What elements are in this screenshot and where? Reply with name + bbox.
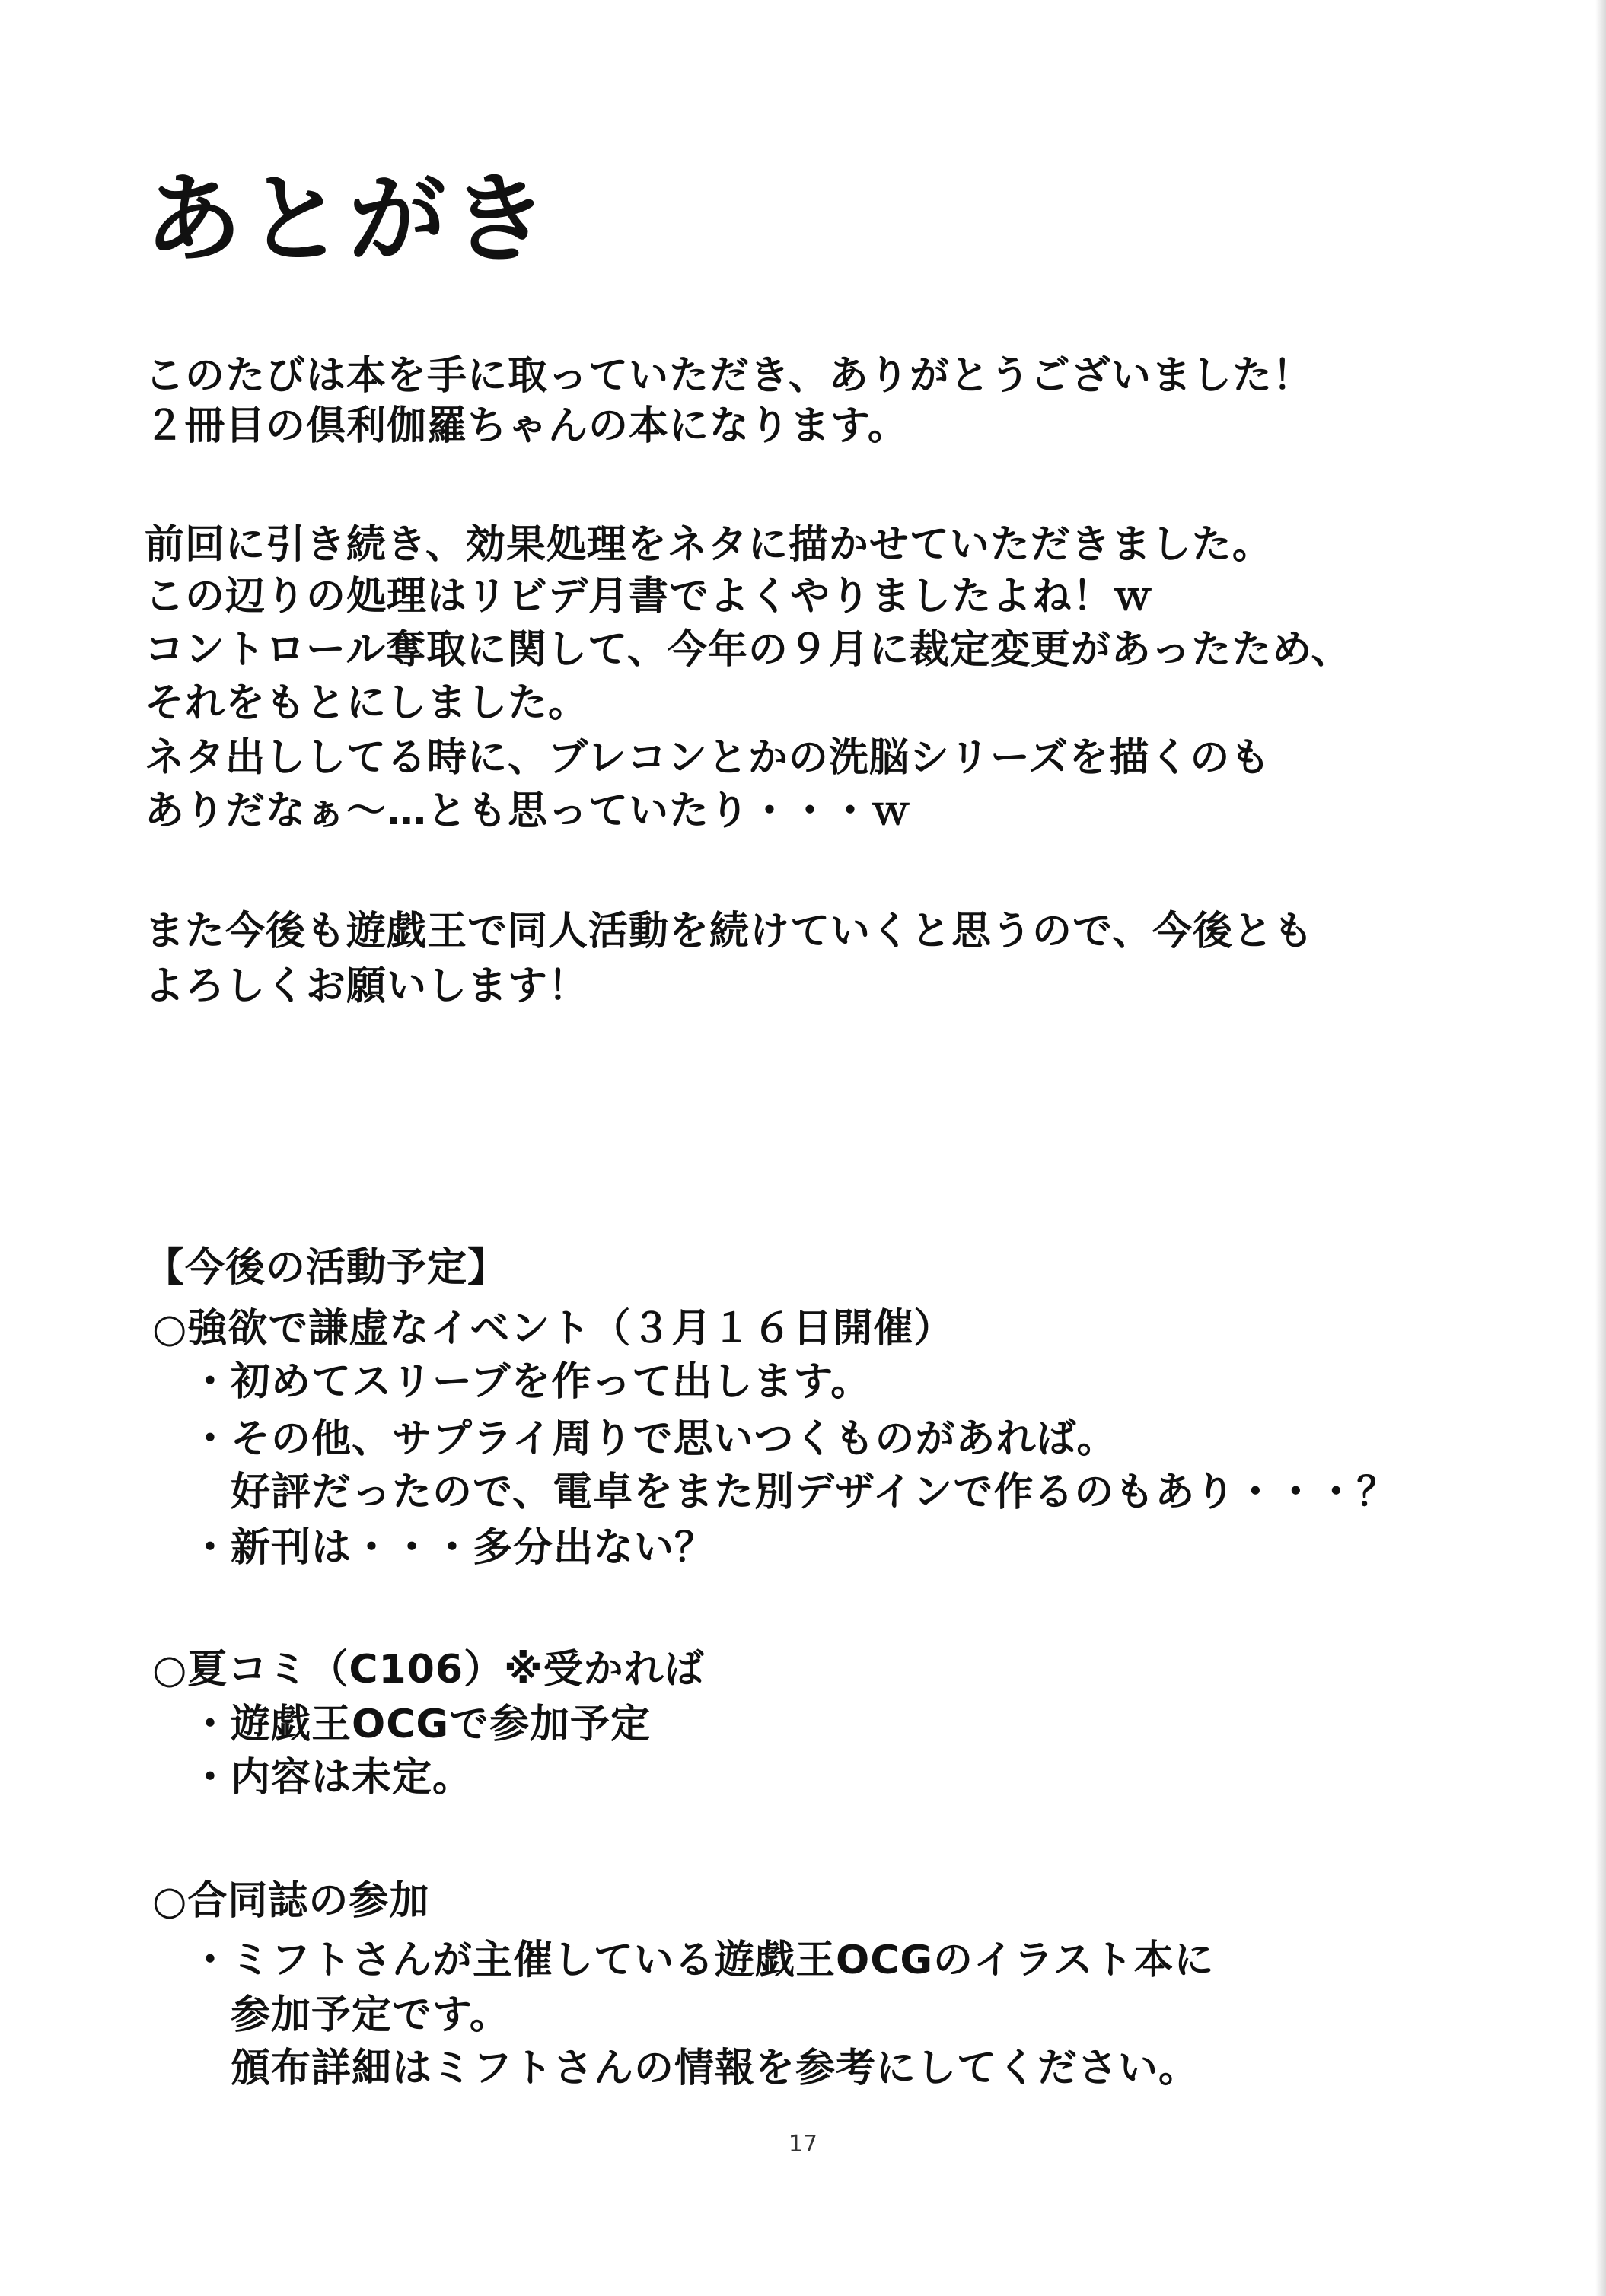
event-item: ・ミフトさんが主催している遊戯王OCGのイラスト本に: [190, 1938, 1215, 1983]
event-item: ・新刊は・・・多分出ない？: [190, 1525, 715, 1571]
event-title: ○強欲で謙虚なイベント（３月１６日開催）: [152, 1306, 954, 1352]
text-line: よろしくお願いします！: [145, 963, 589, 1009]
page-number: 17: [788, 2131, 818, 2157]
event-item: ・その他、サプライ周りで思いつくものがあれば。: [190, 1416, 1117, 1462]
page-edge-shadow: [1595, 0, 1606, 2296]
schedule-heading: 【今後の活動予定】: [145, 1245, 508, 1291]
text-line: ２冊目の倶利伽羅ちゃんの本になります。: [145, 403, 908, 449]
event-item: 頒布詳細はミフトさんの情報を参考にしてください。: [190, 2046, 1200, 2091]
text-line: この辺りの処理はリビデ月書でよくやりましたよね！ｗ: [145, 574, 1154, 619]
event-title: ○合同誌の参加: [152, 1878, 430, 1924]
text-line: また今後も遊戯王で同人活動を続けていくと思うので、今後とも: [145, 909, 1314, 954]
afterword-body: [145, 0, 1553, 2296]
event-item: ・内容は未定。: [190, 1755, 473, 1801]
text-line: 前回に引き続き、効果処理をネタに描かせていただきました。: [145, 522, 1273, 568]
text-line: それをもとにしました。: [145, 680, 589, 726]
text-line: コントロール奪取に関して、今年の９月に裁定変更があったため、: [145, 627, 1352, 673]
text-line: このたびは本を手に取っていただき、ありがとうございました！: [145, 353, 1313, 399]
page-title: あとがき: [145, 163, 553, 276]
event-title: ○夏コミ（C106）※受かれば: [152, 1647, 705, 1693]
event-item: 参加予定です。: [190, 1992, 510, 2038]
text-line: ありだなぁ～…とも思っていたり・・・ｗ: [145, 788, 912, 834]
text-line: ネタ出ししてる時に、ブレコンとかの洗脳シリーズを描くのも: [145, 735, 1271, 781]
event-item: ・遊戯王OCGで参加予定: [190, 1702, 652, 1747]
event-item: 好評だったので、電卓をまた別デザインで作るのもあり・・・？: [190, 1470, 1397, 1515]
event-item: ・初めてスリーブを作って出します。: [190, 1359, 872, 1405]
